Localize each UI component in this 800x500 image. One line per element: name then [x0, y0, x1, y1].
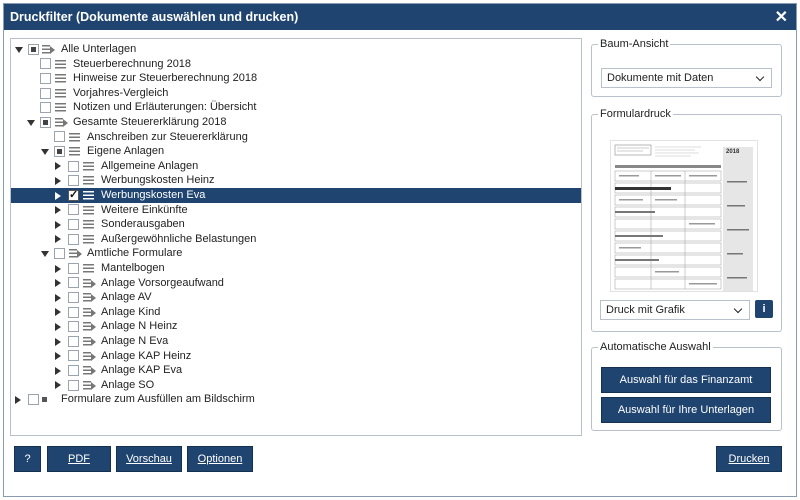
tree-item[interactable]	[11, 57, 581, 72]
expand-right-icon[interactable]	[55, 162, 61, 170]
form-year-label: 2018	[726, 149, 740, 155]
tree-item-checkbox[interactable]	[28, 394, 39, 405]
expand-right-icon[interactable]	[55, 352, 61, 360]
tree-item-checkbox[interactable]	[54, 248, 65, 259]
tree-item[interactable]	[11, 349, 581, 364]
tree-item[interactable]	[11, 261, 581, 276]
tree-item-checkbox[interactable]	[68, 161, 79, 172]
expand-right-icon[interactable]	[55, 206, 61, 214]
pdf-button[interactable]	[47, 446, 111, 472]
tree-item[interactable]	[11, 276, 581, 291]
expand-right-icon[interactable]	[55, 177, 61, 185]
document-group-icon	[83, 366, 91, 375]
tree-item-checkbox[interactable]	[40, 73, 51, 84]
chevron-down-icon	[756, 73, 764, 81]
tree-item-label: Außergewöhnliche Belastungen	[101, 232, 257, 245]
document-tree	[10, 38, 582, 436]
automatische-auswahl-title: Automatische Auswahl	[600, 341, 711, 353]
expand-right-icon[interactable]	[55, 367, 61, 375]
tree-item[interactable]	[11, 232, 581, 247]
tree-item[interactable]	[11, 378, 581, 393]
tree-item-label: Anschreiben zur Steuererklärung	[87, 130, 248, 143]
tree-item-label: Allgemeine Anlagen	[101, 159, 199, 172]
tree-item-checkbox[interactable]	[28, 44, 39, 55]
tree-item-label: Anlage N Eva	[101, 335, 169, 347]
tree-item-label: Amtliche Formulare	[87, 247, 183, 260]
tax-form-preview-image	[611, 141, 758, 292]
tree-item-label: Anlage KAP Eva	[101, 364, 183, 377]
formulardruck-title: Formulardruck	[600, 108, 671, 120]
expand-right-icon[interactable]	[55, 381, 61, 389]
tree-item-checkbox[interactable]	[40, 58, 51, 69]
document-icon	[69, 133, 80, 142]
expand-down-icon[interactable]	[41, 149, 49, 155]
tree-item[interactable]	[11, 159, 581, 174]
tree-item[interactable]	[11, 203, 581, 218]
document-icon	[83, 191, 94, 200]
document-icon	[55, 74, 66, 83]
drucken-label: Drucken	[728, 453, 770, 465]
tree-item-label: Werbungskosten Heinz	[101, 174, 215, 187]
document-icon	[83, 162, 94, 171]
document-group-icon	[55, 118, 63, 127]
expand-right-icon[interactable]	[55, 265, 61, 273]
expand-right-icon[interactable]	[15, 396, 21, 404]
baum-ansicht-select[interactable]	[601, 68, 772, 88]
tree-item-label: Eigene Anlagen	[87, 145, 165, 158]
tree-item-label: Mantelbogen	[101, 262, 165, 274]
tree-item[interactable]	[11, 217, 581, 232]
baum-ansicht-title: Baum-Ansicht	[600, 38, 669, 50]
tree-item-checkbox[interactable]	[68, 380, 79, 391]
tree-item-label: Weitere Einkünfte	[101, 203, 188, 216]
document-group-icon	[42, 45, 50, 54]
document-icon	[83, 235, 94, 244]
vorschau-label: Vorschau	[126, 453, 172, 465]
tree-item-label: Anlage SO	[101, 378, 155, 391]
document-icon	[55, 60, 66, 69]
expand-right-icon[interactable]	[55, 294, 61, 302]
tree-item-checkbox[interactable]	[68, 204, 79, 215]
baum-ansicht-group	[591, 38, 782, 97]
druckfilter-dialog	[3, 3, 797, 497]
tree-item[interactable]	[11, 144, 581, 159]
tree-item-checkbox[interactable]	[54, 146, 65, 157]
formulardruck-selected: Druck mit Grafik	[606, 304, 685, 316]
tree-item-label: Anlage Kind	[101, 305, 161, 318]
title-bar	[4, 4, 796, 30]
tree-item[interactable]	[11, 290, 581, 305]
tree-item-label: Anlage KAP Heinz	[101, 349, 192, 362]
tree-item[interactable]	[11, 319, 581, 334]
tree-item-label: Steuerberechnung 2018	[73, 57, 192, 70]
tree-item-label: Anlage AV	[101, 291, 152, 304]
tree-item[interactable]	[11, 246, 581, 261]
help-icon: ?	[24, 453, 31, 465]
tree-item-label: Formulare zum Ausfüllen am Bildschirm	[61, 393, 255, 406]
document-icon	[69, 147, 80, 156]
formulardruck-select[interactable]	[600, 300, 750, 320]
drucken-button[interactable]	[716, 446, 782, 472]
tree-item-checkbox[interactable]	[54, 131, 65, 142]
tree-item[interactable]	[11, 42, 581, 57]
tree-item-checkbox[interactable]	[68, 321, 79, 332]
tree-item-label: Sonderausgaben	[101, 218, 185, 231]
tree-item-checkbox[interactable]	[68, 292, 79, 303]
document-group-icon	[83, 322, 91, 331]
tree-item-checkbox[interactable]	[68, 263, 79, 274]
tree-item-label: Vorjahres-Vergleich	[73, 86, 169, 99]
tree-item[interactable]	[11, 305, 581, 320]
close-icon[interactable]: ✕	[774, 9, 788, 26]
tree-item-checkbox[interactable]	[68, 190, 79, 201]
document-group-icon	[83, 352, 91, 361]
document-group-icon	[83, 381, 91, 390]
document-group-icon	[69, 249, 77, 258]
baum-ansicht-selected: Dokumente mit Daten	[607, 72, 714, 84]
tree-item-checkbox[interactable]	[68, 336, 79, 347]
expand-down-icon[interactable]	[27, 120, 35, 126]
expand-right-icon[interactable]	[55, 308, 61, 316]
expand-right-icon[interactable]	[55, 323, 61, 331]
auswahl-finanzamt-button[interactable]: Auswahl für das Finanzamt	[601, 367, 771, 393]
expand-right-icon[interactable]	[55, 338, 61, 346]
vorschau-button[interactable]	[116, 446, 182, 472]
tree-item[interactable]	[11, 86, 581, 101]
tree-item-checkbox[interactable]	[68, 219, 79, 230]
tree-item[interactable]	[11, 71, 581, 86]
document-icon	[55, 103, 66, 112]
tree-item-label: Gesamte Steuererklärung 2018	[73, 116, 227, 128]
tree-item-checkbox[interactable]	[40, 88, 51, 99]
tree-item-label: Notizen und Erläuterungen: Übersicht	[73, 101, 257, 114]
tree-item-checkbox[interactable]	[68, 234, 79, 245]
tree-item-label: Anlage Vorsorgeaufwand	[101, 276, 224, 289]
expand-right-icon[interactable]	[55, 279, 61, 287]
tree-item-checkbox[interactable]	[68, 365, 79, 376]
document-icon	[83, 206, 94, 215]
tree-item[interactable]	[11, 334, 581, 349]
tree-item-checkbox[interactable]	[40, 102, 51, 113]
tree-item-checkbox[interactable]	[68, 175, 79, 186]
tree-item-label: Hinweise zur Steuerberechnung 2018	[73, 72, 258, 85]
dialog-title: Druckfilter (Dokumente auswählen und drucken)	[10, 10, 299, 24]
tree-item[interactable]	[11, 130, 581, 145]
document-group-icon	[83, 293, 91, 302]
tree-item-label: Anlage N Heinz	[101, 320, 178, 333]
tree-item[interactable]	[11, 100, 581, 115]
tree-item[interactable]	[11, 392, 581, 407]
tree-item-label: Werbungskosten Eva	[101, 189, 206, 201]
tree-item[interactable]	[11, 173, 581, 188]
document-group-icon	[83, 279, 91, 288]
tree-item[interactable]	[11, 363, 581, 378]
document-icon	[83, 264, 94, 273]
document-icon	[83, 220, 94, 229]
tree-item-label: Alle Unterlagen	[61, 43, 137, 55]
document-group-icon	[83, 308, 91, 317]
info-icon: i	[762, 303, 766, 315]
document-icon	[55, 89, 66, 98]
tree-item-checkbox[interactable]	[40, 117, 51, 128]
tree-item[interactable]	[11, 115, 581, 130]
expand-right-icon[interactable]	[55, 192, 61, 200]
tree-item-checkbox[interactable]	[68, 277, 79, 288]
help-button[interactable]	[14, 446, 41, 472]
tree-item-checkbox[interactable]	[68, 350, 79, 361]
optionen-button[interactable]	[187, 446, 253, 472]
pdf-label: PDF	[68, 453, 90, 465]
document-icon	[83, 176, 94, 185]
optionen-label: Optionen	[197, 453, 243, 465]
auswahl-unterlagen-button[interactable]: Auswahl für Ihre Unterlagen	[601, 397, 771, 423]
square-icon	[42, 397, 47, 402]
tree-item-checkbox[interactable]	[68, 307, 79, 318]
expand-down-icon[interactable]	[41, 251, 49, 257]
expand-right-icon[interactable]	[55, 235, 61, 243]
info-button[interactable]	[755, 300, 773, 318]
expand-down-icon[interactable]	[15, 47, 23, 53]
form-preview-thumbnail	[610, 140, 758, 292]
document-group-icon	[83, 337, 91, 346]
tree-item[interactable]	[11, 188, 581, 203]
chevron-down-icon	[734, 305, 742, 313]
expand-right-icon[interactable]	[55, 221, 61, 229]
